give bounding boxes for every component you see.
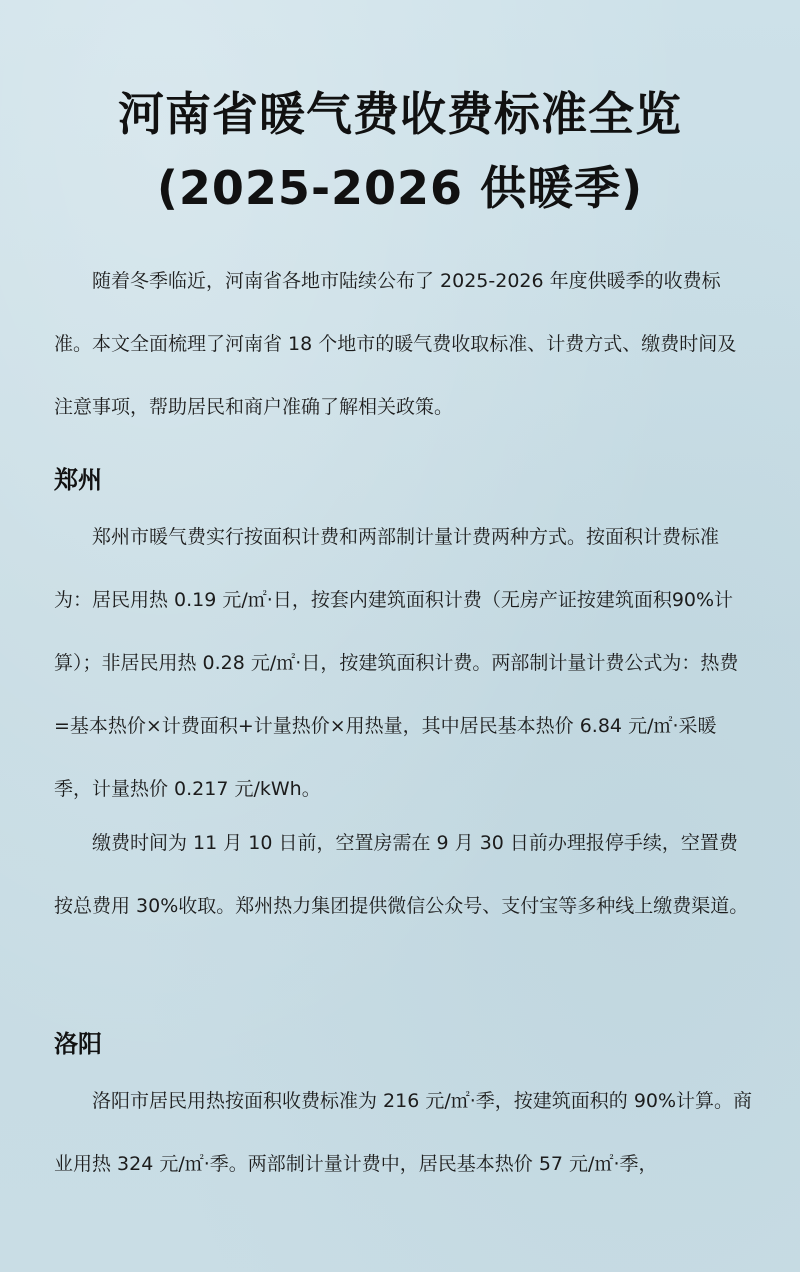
intro-paragraph: 随着冬季临近，河南省各地市陆续公布了 2025-2026 年度供暖季的收费标准。本文全面梳理了河南省 18 个地市的暖气费收取标准、计费方式、缴费时间及注意事项，帮助居民和商户准确了解相关政策。 [54, 270, 737, 418]
luoyang-paragraph-1: 洛阳市居民用热按面积收费标准为 216 元/㎡·季，按建筑面积的 90%计算。商业用热 324 元/㎡·季。两部制计量计费中，居民基本热价 57 元/㎡·季， [54, 1090, 753, 1175]
zhengzhou-paragraph-1: 郑州市暖气费实行按面积计费和两部制计量计费两种方式。按面积计费标准为：居民用热 0.19 元/㎡·日，按套内建筑面积计费（无房产证按建筑面积90%计算）；非居民用热 0.28 元/㎡·日，按建筑面积计费。两部制计量计费公式为：热费=基本热价×计费面积+计量热价×用热量，其中居民基本热价 6.84 元/㎡·采暖季，计量热价 0.217 元/kWh。 [54, 526, 739, 800]
page-subtitle: (2025-2026 供暖季) [156, 161, 644, 215]
zhengzhou-paragraph-2: 缴费时间为 11 月 10 日前，空置房需在 9 月 30 日前办理报停手续，空置费按总费用 30%收取。郑州热力集团提供微信公众号、支付宝等多种线上缴费渠道。 [54, 832, 749, 917]
section-heading-zhengzhou: 郑州 [54, 466, 102, 494]
section-heading-luoyang: 洛阳 [54, 1030, 102, 1058]
page-title: 河南省暖气费收费标准全览 [118, 87, 682, 141]
